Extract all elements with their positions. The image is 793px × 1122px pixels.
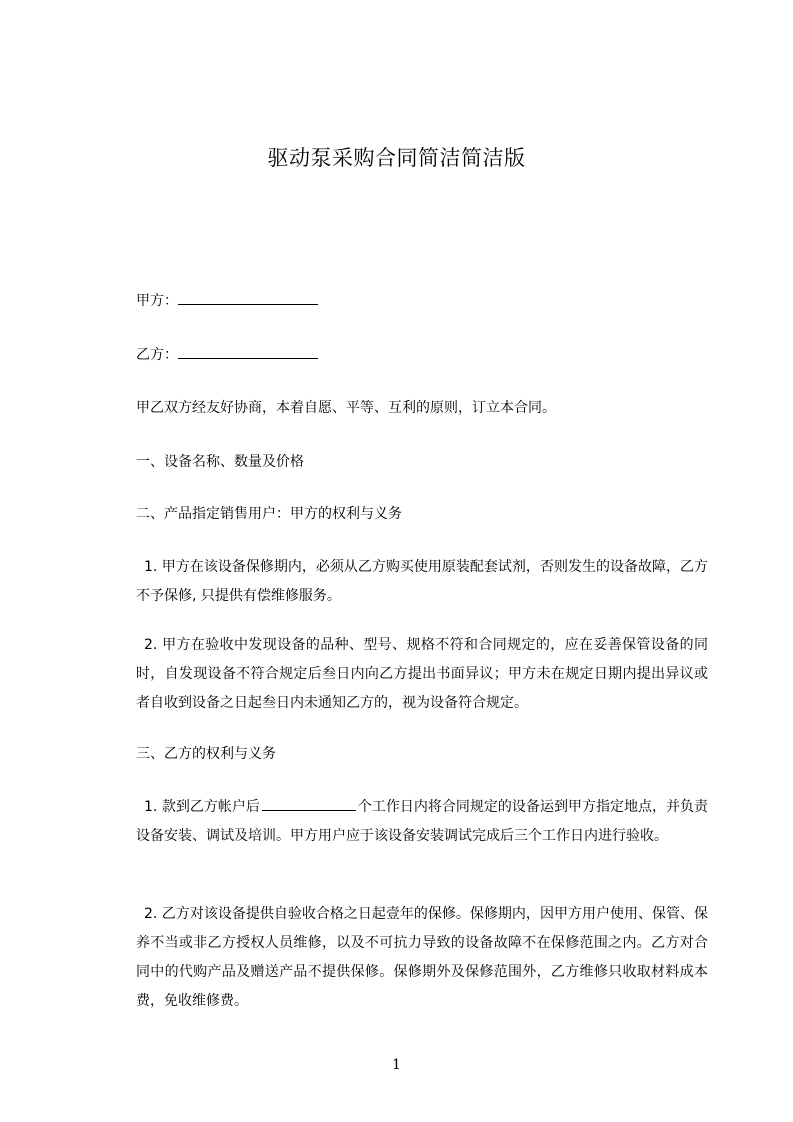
party-b-blank <box>178 344 318 359</box>
page-number: 1 <box>392 1057 401 1073</box>
section-2-item-2: 2. 甲方在验收中发现设备的品种、型号、规格不符和合同规定的，应在妥善保管设备的同时，自发现设备不符合规定后叁日内向乙方提出书面异议；甲方未在规定日期内提出异议或者自收到设备之日起叁日内未通知乙方的，视为设备符合规定。 <box>136 637 708 711</box>
section-3-heading: 三、乙方的权利与义务 <box>136 746 276 762</box>
document-title: 驱动泵采购合同简洁简洁版 <box>267 146 526 170</box>
delivery-days-blank <box>262 796 356 811</box>
section-3-item-1-after: 个工作日内将合同规定的设备运到甲方指定地点，并负责设备安装、调试及培训。甲方用户应于该设备安装调试完成后三个工作日内进行验收。 <box>136 799 708 844</box>
party-a-line <box>136 290 318 311</box>
section-3-item-1 <box>136 793 708 851</box>
party-a-blank <box>178 290 318 305</box>
intro-paragraph: 甲乙双方经友好协商，本着自愿、平等、互利的原则，订立本合同。 <box>136 400 556 416</box>
party-a-label: 甲方： <box>136 293 178 309</box>
section-3-item-2: 2. 乙方对该设备提供自验收合格之日起壹年的保修。保修期内，因甲方用户使用、保管、保养不当或非乙方授权人员维修，以及不可抗力导致的设备故障不在保修范围之内。乙方对合同中的代购产品及赠送产品不提供保修。保修期外及保修范围外，乙方维修只收取材料成本费，免收维修费。 <box>136 906 708 1009</box>
party-b-line <box>136 344 318 365</box>
section-2-heading: 二、产品指定销售用户：甲方的权利与义务 <box>136 506 402 522</box>
party-b-label: 乙方： <box>136 347 178 363</box>
section-2-item-1: 1. 甲方在该设备保修期内，必须从乙方购买使用原装配套试剂，否则发生的设备故障，乙方不予保修, 只提供有偿维修服务。 <box>136 559 708 604</box>
section-3-item-1-before: 1. 款到乙方帐户后 <box>144 799 260 815</box>
section-1-heading: 一、设备名称、数量及价格 <box>136 454 304 470</box>
